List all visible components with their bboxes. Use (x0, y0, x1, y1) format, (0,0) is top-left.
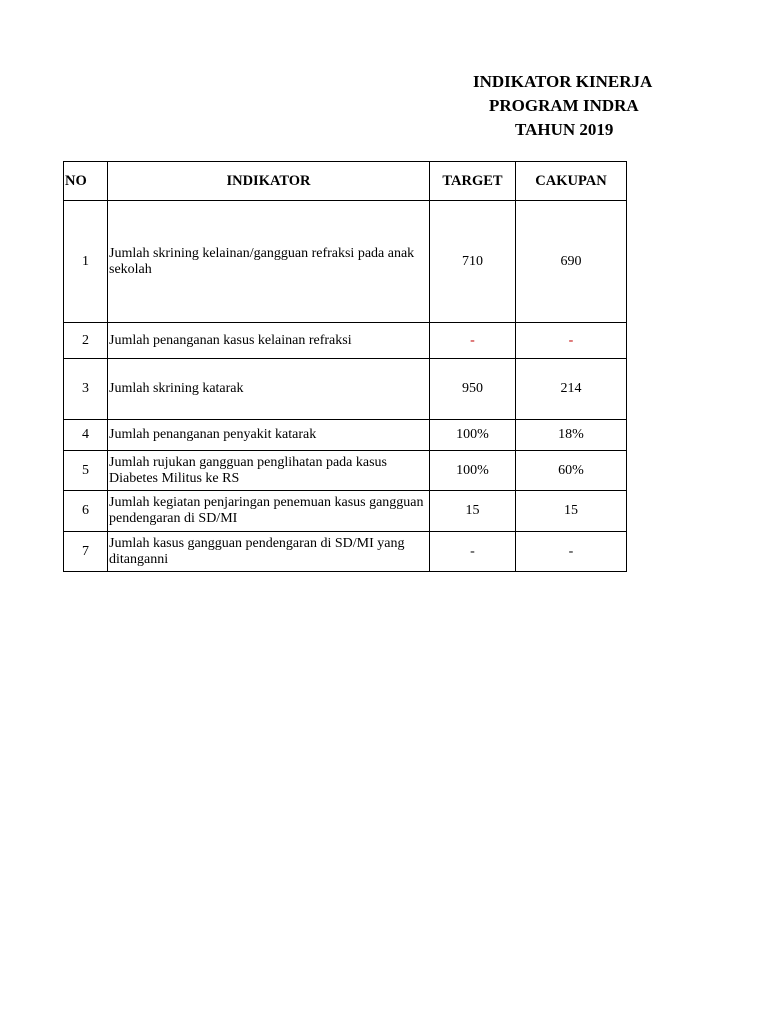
row-indikator: Jumlah skrining katarak (108, 359, 430, 420)
header-cakupan: CAKUPAN (516, 162, 627, 201)
title-line-1: INDIKATOR KINERJA (473, 72, 653, 91)
header-target: TARGET (430, 162, 516, 201)
row-cakupan: - (516, 323, 627, 359)
row-no: 4 (64, 420, 108, 451)
table-row (64, 491, 627, 532)
row-target: - (430, 323, 516, 359)
table-row (64, 201, 627, 323)
row-target: 710 (430, 201, 516, 323)
table-row (64, 532, 627, 572)
row-target: 950 (430, 359, 516, 420)
row-cakupan: 15 (516, 491, 627, 532)
report-title (0, 68, 653, 148)
header-no: NO (64, 162, 108, 201)
row-cakupan: 690 (516, 201, 627, 323)
row-no: 3 (64, 359, 108, 420)
title-line-3: TAHUN 2019 (515, 120, 614, 139)
row-no: 5 (64, 451, 108, 491)
row-target: 100% (430, 451, 516, 491)
row-indikator: Jumlah penanganan kasus kelainan refraksi (108, 323, 430, 359)
row-cakupan: 18% (516, 420, 627, 451)
row-indikator: Jumlah penanganan penyakit katarak (108, 420, 430, 451)
row-cakupan: 214 (516, 359, 627, 420)
title-line-2: PROGRAM INDRA (489, 96, 639, 115)
table-row (64, 359, 627, 420)
row-no: 6 (64, 491, 108, 532)
row-indikator: Jumlah skrining kelainan/gangguan refraksi pada anak sekolah (108, 201, 430, 323)
indicator-table (63, 161, 627, 572)
row-indikator: Jumlah kegiatan penjaringan penemuan kasus gangguan pendengaran di SD/MI (108, 491, 430, 532)
table-header-row (64, 162, 627, 201)
row-indikator: Jumlah rujukan gangguan penglihatan pada kasus Diabetes Militus ke RS (108, 451, 430, 491)
row-cakupan: - (516, 532, 627, 572)
table-row (64, 323, 627, 359)
row-target: - (430, 532, 516, 572)
table-row (64, 420, 627, 451)
row-no: 1 (64, 201, 108, 323)
row-no: 7 (64, 532, 108, 572)
row-indikator: Jumlah kasus gangguan pendengaran di SD/MI yang ditanganni (108, 532, 430, 572)
row-target: 100% (430, 420, 516, 451)
row-cakupan: 60% (516, 451, 627, 491)
row-target: 15 (430, 491, 516, 532)
row-no: 2 (64, 323, 108, 359)
table-row (64, 451, 627, 491)
header-indikator: INDIKATOR (108, 162, 430, 201)
